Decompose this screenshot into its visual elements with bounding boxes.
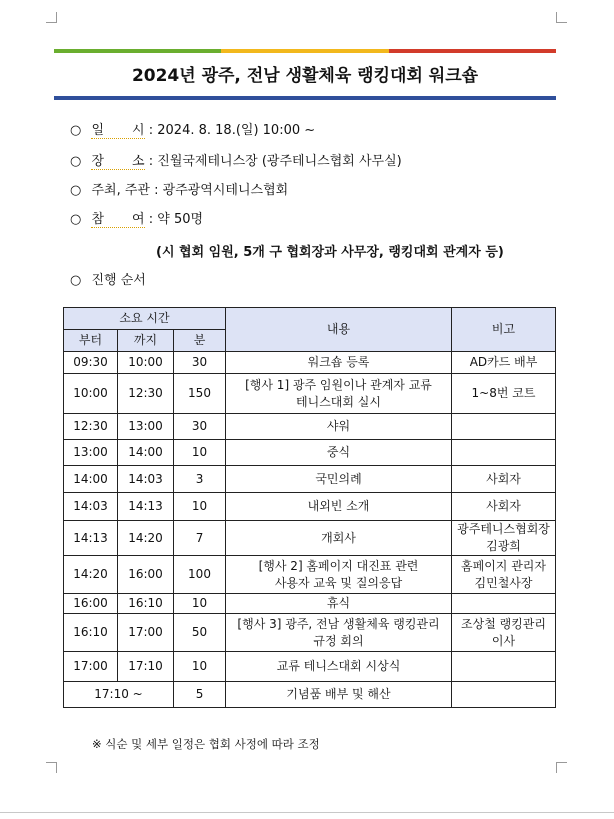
document-title: 2024년 광주, 전남 생활체육 랭킹대회 워크숍 — [131, 66, 479, 86]
cell-content: 국민의례 — [226, 466, 452, 493]
cell-content: 기념품 배부 및 해산 — [226, 682, 452, 708]
cell-minutes: 5 — [174, 682, 226, 708]
host-value: : 광주광역시테니스협회 — [154, 183, 289, 198]
cell-content: 휴식 — [226, 594, 452, 614]
cell-note: AD카드 배부 — [452, 352, 556, 374]
cell-to: 16:00 — [118, 556, 174, 594]
cell-from: 16:10 — [64, 614, 118, 652]
crop-mark-top-left — [46, 12, 57, 23]
cell-time-range: 17:10 ~ — [64, 682, 174, 708]
cell-note — [452, 440, 556, 466]
cell-to: 17:10 — [118, 652, 174, 682]
cell-minutes: 10 — [174, 652, 226, 682]
crop-mark-bottom-right — [556, 762, 567, 773]
cell-to: 14:00 — [118, 440, 174, 466]
header-minutes: 분 — [174, 330, 226, 352]
cell-minutes: 30 — [174, 352, 226, 374]
table-row — [64, 374, 556, 414]
cell-to: 12:30 — [118, 374, 174, 414]
cell-note: 홈페이지 관리자 김민철사장 — [452, 556, 556, 594]
cell-note: 사회자 — [452, 493, 556, 521]
place-label-b: 소 — [132, 154, 145, 169]
table-row — [64, 440, 556, 466]
bullet: ○ — [70, 212, 82, 227]
cell-from: 17:00 — [64, 652, 118, 682]
cell-minutes: 10 — [174, 493, 226, 521]
date-label — [91, 123, 144, 139]
cell-content: 샤워 — [226, 414, 452, 440]
table-row — [64, 352, 556, 374]
cell-note — [452, 652, 556, 682]
footnote: ※ 식순 및 세부 일정은 협회 사정에 따라 조정 — [92, 737, 320, 751]
table-row — [64, 556, 556, 594]
cell-note: 광주테니스협회장 김광희 — [452, 521, 556, 556]
color-bar-yellow — [221, 49, 388, 53]
header-duration: 소요 시간 — [64, 308, 226, 330]
attend-label — [91, 212, 144, 228]
header-from: 부터 — [64, 330, 118, 352]
attend-label-a: 참 — [91, 212, 105, 227]
place-value: : 진월국제테니스장 (광주테니스협회 사무실) — [148, 154, 402, 169]
cell-minutes: 10 — [174, 440, 226, 466]
info-date — [70, 122, 315, 140]
cell-note — [452, 682, 556, 708]
cell-note: 조상철 랭킹관리 이사 — [452, 614, 556, 652]
table-row — [64, 521, 556, 556]
attend-value: : 약 50명 — [148, 212, 204, 227]
cell-content: [행사 3] 광주, 전남 생활체육 랭킹관리 규정 회의 — [226, 614, 452, 652]
color-bar-green — [54, 49, 221, 53]
attend-note: (시 협회 임원, 5개 구 협회장과 사무장, 랭킹대회 관계자 등) — [156, 245, 504, 260]
cell-minutes: 150 — [174, 374, 226, 414]
cell-from: 13:00 — [64, 440, 118, 466]
color-bar-red — [389, 49, 556, 53]
cell-to: 16:10 — [118, 594, 174, 614]
page-bottom-rule — [0, 812, 614, 813]
table-row — [64, 594, 556, 614]
bullet: ○ — [70, 183, 82, 198]
cell-from: 10:00 — [64, 374, 118, 414]
schedule-table — [63, 307, 556, 708]
cell-minutes: 100 — [174, 556, 226, 594]
cell-minutes: 30 — [174, 414, 226, 440]
title-underline-bar — [54, 96, 556, 100]
cell-content: 중식 — [226, 440, 452, 466]
crop-mark-top-right — [556, 12, 567, 23]
cell-to: 14:03 — [118, 466, 174, 493]
date-label-a: 일 — [91, 123, 105, 138]
date-label-b: 시 — [132, 123, 145, 138]
cell-from: 14:20 — [64, 556, 118, 594]
cell-from: 14:00 — [64, 466, 118, 493]
table-row — [64, 414, 556, 440]
cell-to: 10:00 — [118, 352, 174, 374]
table-row — [64, 466, 556, 493]
cell-from: 09:30 — [64, 352, 118, 374]
cell-content: [행사 2] 홈페이지 대진표 관련 사용자 교육 및 질의응답 — [226, 556, 452, 594]
table-row — [64, 614, 556, 652]
info-attendees — [70, 211, 203, 229]
info-host — [70, 182, 288, 200]
cell-content: 개회사 — [226, 521, 452, 556]
cell-content: 교류 테니스대회 시상식 — [226, 652, 452, 682]
table-row-last — [64, 682, 556, 708]
order-label: 진행 순서 — [91, 273, 146, 288]
cell-note — [452, 414, 556, 440]
place-label — [91, 154, 144, 170]
cell-to: 14:20 — [118, 521, 174, 556]
cell-minutes: 3 — [174, 466, 226, 493]
cell-to: 17:00 — [118, 614, 174, 652]
cell-from: 14:03 — [64, 493, 118, 521]
cell-minutes: 50 — [174, 614, 226, 652]
cell-to: 14:13 — [118, 493, 174, 521]
bullet: ○ — [70, 154, 82, 169]
cell-from: 16:00 — [64, 594, 118, 614]
place-label-a: 장 — [91, 154, 105, 169]
cell-content: [행사 1] 광주 임원이나 관계자 교류 테니스대회 실시 — [226, 374, 452, 414]
header-to: 까지 — [118, 330, 174, 352]
cell-minutes: 7 — [174, 521, 226, 556]
cell-content: 워크숍 등록 — [226, 352, 452, 374]
attend-label-b: 여 — [132, 212, 145, 227]
info-place — [70, 153, 402, 171]
host-label: 주최, 주관 — [91, 183, 150, 198]
crop-mark-bottom-left — [46, 762, 57, 773]
cell-from: 14:13 — [64, 521, 118, 556]
bullet: ○ — [70, 123, 82, 138]
info-order — [70, 272, 146, 290]
cell-from: 12:30 — [64, 414, 118, 440]
header-note: 비고 — [452, 308, 556, 352]
table-row — [64, 652, 556, 682]
cell-note: 사회자 — [452, 466, 556, 493]
date-value: : 2024. 8. 18.(일) 10:00 ~ — [148, 123, 316, 138]
bullet: ○ — [70, 273, 82, 288]
cell-note: 1~8번 코트 — [452, 374, 556, 414]
table-row — [64, 493, 556, 521]
title-color-bar — [54, 49, 556, 53]
cell-minutes: 10 — [174, 594, 226, 614]
cell-to: 13:00 — [118, 414, 174, 440]
cell-note — [452, 594, 556, 614]
cell-content: 내외빈 소개 — [226, 493, 452, 521]
header-content: 내용 — [226, 308, 452, 352]
